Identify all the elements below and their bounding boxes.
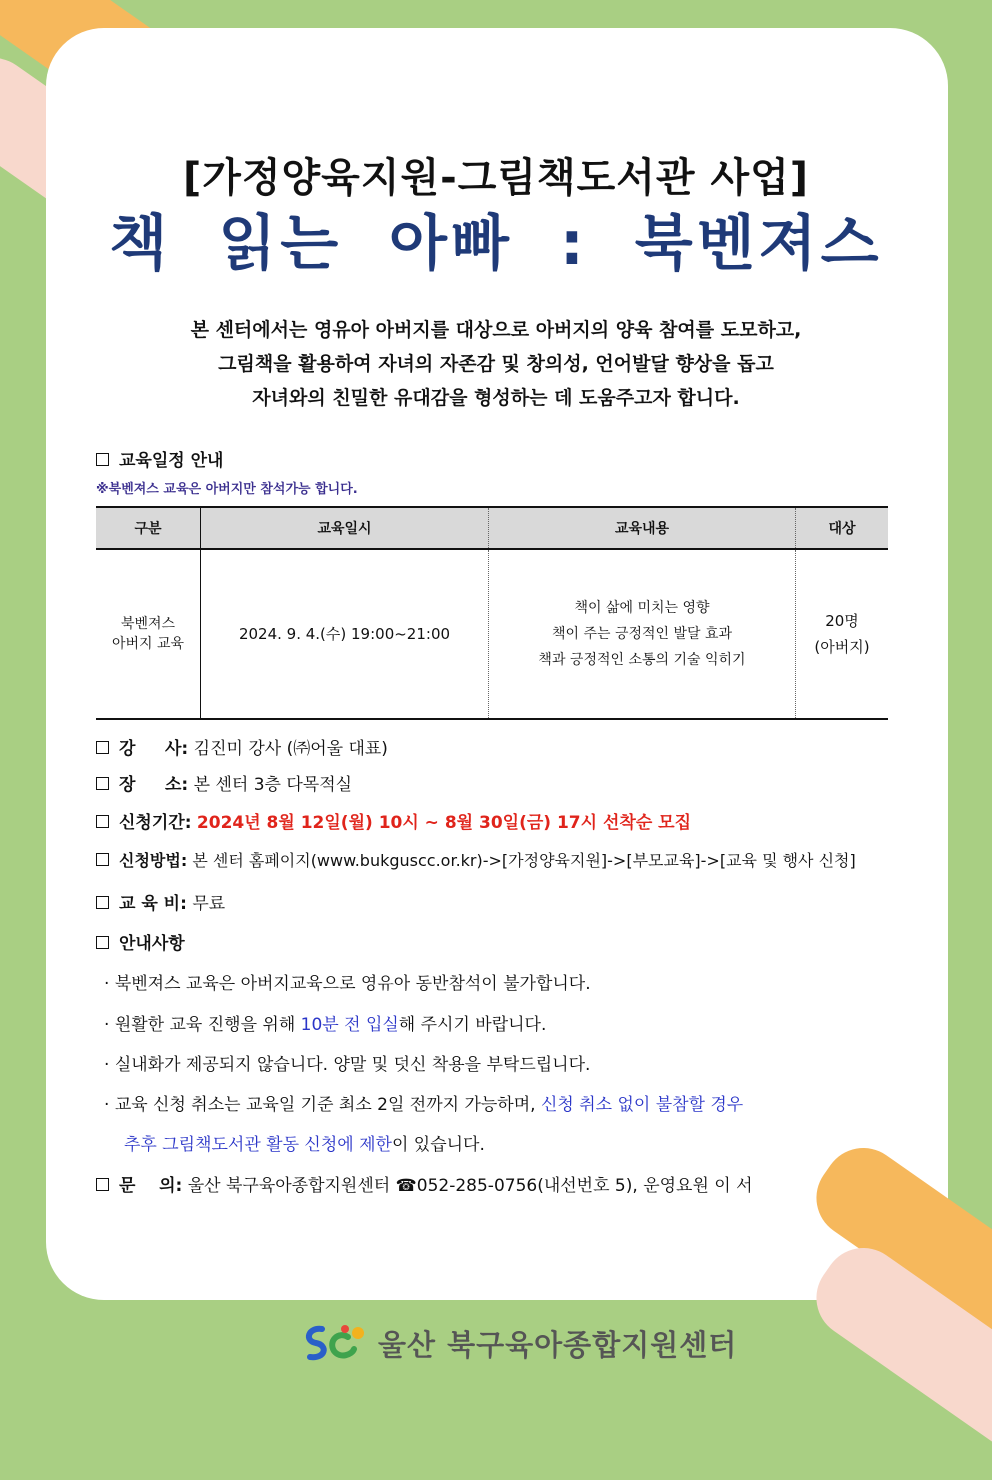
center-logo-icon: [300, 1321, 372, 1365]
notice-item: · 원활한 교육 진행을 위해 10분 전 입실해 주시기 바랍니다.: [104, 1015, 547, 1035]
checkbox-square-icon: [96, 896, 109, 909]
column-header: 대상: [796, 507, 889, 549]
category-cell: 북벤져스 아버지 교육: [96, 549, 201, 719]
intro-line: 그림책을 활용하여 자녀의 자존감 및 창의성, 언어발달 향상을 돕고: [218, 353, 774, 375]
column-header: 교육내용: [489, 507, 796, 549]
intro-line: 본 센터에서는 영유아 아버지를 대상으로 아버지의 양육 참여를 도모하고,: [190, 319, 802, 341]
checkbox-square-icon: [96, 815, 109, 828]
checkbox-square-icon: [96, 936, 109, 949]
notice-item: · 북벤져스 교육은 아버지교육으로 영유아 동반참석이 불가합니다.: [104, 974, 591, 994]
checkbox-square-icon: [96, 453, 109, 466]
footer-logo: [300, 1318, 737, 1368]
column-header: 교육일시: [201, 507, 489, 549]
lecturer-row: 강 사: 김진미 강사 (㈜어울 대표): [96, 734, 388, 759]
target-cell: 20명 (아버지): [796, 549, 889, 719]
schedule-note: ※북벤져스 교육은 아버지만 참석가능 합니다.: [96, 482, 358, 497]
datetime-cell: 2024. 9. 4.(수) 19:00~21:00: [201, 549, 489, 719]
place-row: 장 소: 본 센터 3층 다목적실: [96, 770, 352, 795]
notice-heading: 안내사항: [96, 929, 185, 954]
notice-item: · 실내화가 제공되지 않습니다. 양말 및 덧신 착용을 부탁드립니다.: [104, 1055, 591, 1075]
org-name: 울산 북구육아종합지원센터: [378, 1327, 738, 1362]
period-value: 2024년 8월 12일(월) 10시 ~ 8월 30일(금) 17시 선착순 모집: [196, 813, 692, 833]
fee-row: 교 육 비: 무료: [96, 889, 225, 914]
schedule-heading: 교육일정 안내: [96, 446, 223, 471]
checkbox-square-icon: [96, 741, 109, 754]
intro-paragraph: [0, 313, 992, 415]
table-header-row: [96, 507, 888, 549]
checkbox-square-icon: [96, 853, 109, 866]
checkbox-square-icon: [96, 1178, 109, 1191]
contents-cell: 책이 삶에 미치는 영향 책이 주는 긍정적인 발달 효과 책과 긍정적인 소통의 기술 익히기: [489, 549, 796, 719]
checkbox-square-icon: [96, 777, 109, 790]
column-header: 구분: [96, 507, 201, 549]
contact-row: 문 의: 울산 북구육아종합지원센터 ☎052-285-0756(내선번호 5), 운영요원 이 서: [96, 1171, 753, 1196]
period-row: 신청기간: 2024년 8월 12일(월) 10시 ~ 8월 30일(금) 17시 선착순 모집: [96, 808, 691, 833]
program-subtitle: 책 읽는 아빠 : 북벤져스: [109, 209, 883, 279]
notice-item: · 교육 신청 취소는 교육일 기준 최소 2일 전까지 가능하며, 신청 취소 없이 불참할 경우: [104, 1095, 744, 1115]
schedule-table: [96, 506, 888, 720]
intro-line: 자녀와의 친밀한 유대감을 형성하는 데 도움주고자 합니다.: [252, 387, 740, 409]
table-row: [96, 549, 888, 719]
notice-item-continued: 추후 그림책도서관 활동 신청에 제한이 있습니다.: [124, 1135, 485, 1155]
method-row: 신청방법: 본 센터 홈페이지(www.bukguscc.or.kr)->[가정양육지원]->[부모교육]->[교육 및 행사 신청]: [96, 848, 856, 871]
program-title: [가정양육지원-그림책도서관 사업]: [182, 155, 810, 201]
